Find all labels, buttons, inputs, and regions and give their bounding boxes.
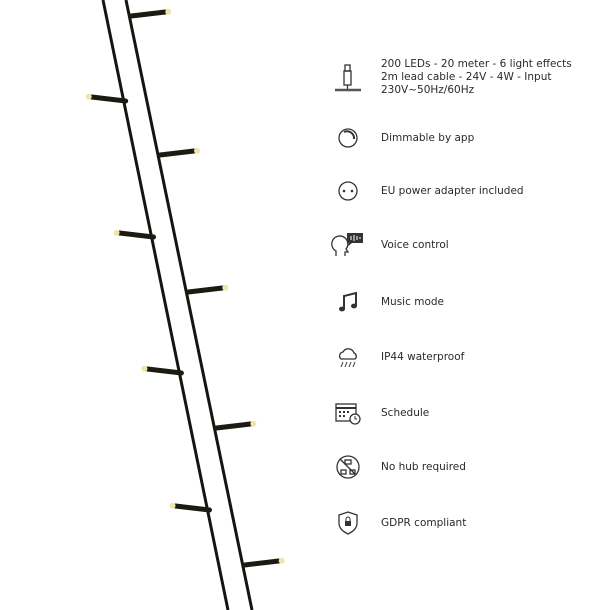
rain-cloud-icon (330, 341, 366, 373)
feature-text-line: Dimmable by app (381, 131, 475, 144)
dimmer-dial-icon (330, 122, 366, 154)
no-hub-icon (330, 451, 366, 483)
feature-text-line: No hub required (381, 460, 466, 473)
music-note-icon (330, 286, 366, 318)
feature-text (381, 296, 444, 309)
led-bulb (131, 9, 171, 16)
feature-text-line: 230V~50Hz/60Hz (381, 84, 475, 96)
feature-text (381, 132, 474, 145)
feature-item (330, 451, 466, 483)
feature-text-line: 2m lead cable - 24V - 4W - Input (381, 71, 552, 83)
feature-item (330, 286, 444, 318)
wire-right (126, 0, 252, 610)
feature-text (381, 461, 466, 474)
led-bulb (160, 148, 200, 155)
feature-text (381, 239, 449, 252)
wire-left (103, 0, 228, 610)
feature-item (330, 341, 464, 373)
feature-text (381, 351, 464, 364)
voice-head-icon (330, 229, 366, 261)
led-bulb (170, 503, 210, 510)
calendar-clock-icon (330, 397, 366, 429)
feature-text-line: Schedule (381, 406, 430, 419)
led-bulb (86, 94, 126, 101)
led-bulb (114, 230, 154, 237)
feature-item (330, 397, 429, 429)
feature-text-line: Voice control (381, 238, 449, 251)
feature-text-line: 200 LEDs - 20 meter - 6 light effects (381, 58, 572, 70)
led-bulb (188, 285, 228, 292)
feature-text-line: EU power adapter included (381, 184, 524, 197)
cable-plug-icon (330, 62, 366, 94)
feature-item (330, 122, 474, 154)
feature-text-line: GDPR compliant (381, 516, 467, 529)
feature-text (381, 58, 572, 97)
feature-item (330, 507, 466, 539)
led-bulb (141, 366, 181, 373)
feature-item (330, 58, 572, 97)
shield-lock-icon (330, 507, 366, 539)
led-bulb (245, 558, 285, 565)
feature-text (381, 407, 429, 420)
feature-text (381, 517, 466, 530)
feature-item (330, 175, 524, 207)
eu-socket-icon (330, 175, 366, 207)
feature-text-line: Music mode (381, 295, 444, 308)
feature-item (330, 229, 449, 261)
feature-text (381, 185, 524, 198)
feature-text-line: IP44 waterproof (381, 350, 465, 363)
led-bulb (216, 421, 256, 428)
